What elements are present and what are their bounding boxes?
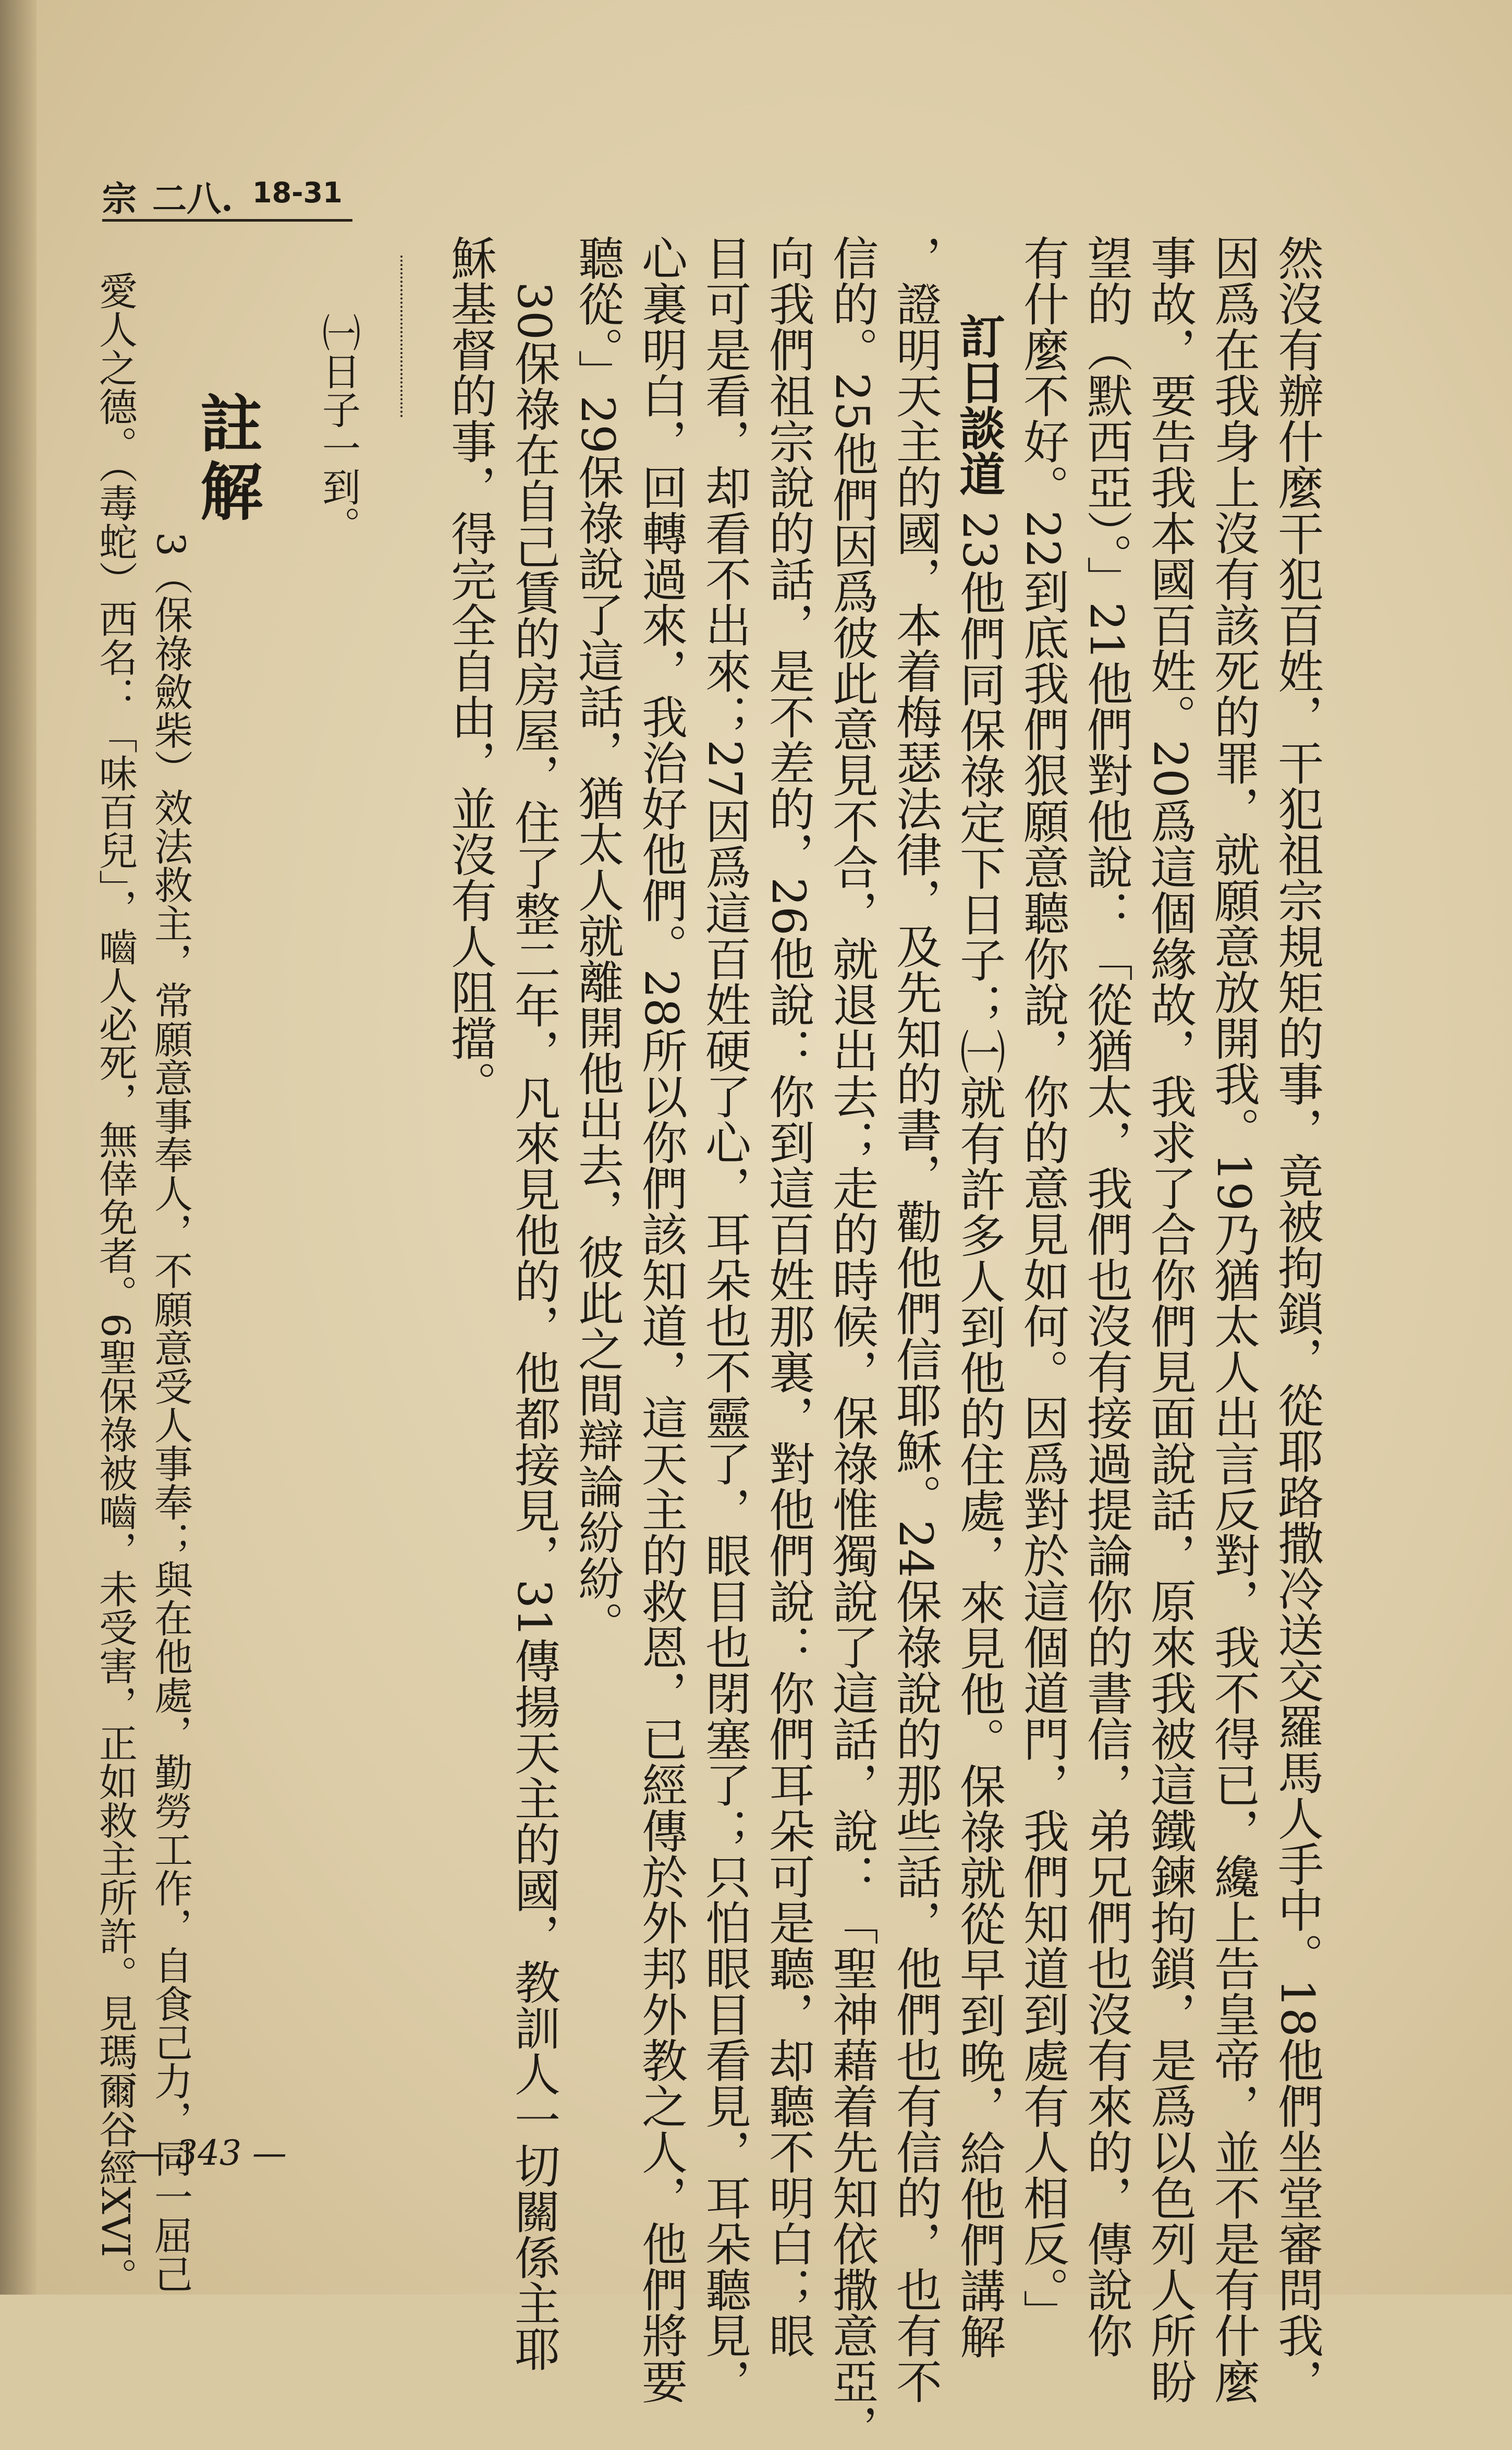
text-column-9: 向我們祖宗說的話，是不差的，26他說：你到這百姓那裏，對他們說：你們耳朵可是聽，却聽不明白；眼 <box>762 235 815 2358</box>
page-number: — 343 — <box>130 2133 287 2173</box>
text-column-1: 然沒有辦什麼干犯百姓，干犯祖宗規矩的事，竟被拘鎖，從耶路撒冷送交羅馬人手中。18他們坐堂審問我， <box>1271 235 1324 2404</box>
text-column-8: 信的。25他們因爲彼此意見不合，就退出去；走的時候，保祿惟獨說了這話，說：「聖神藉着先知依撒意亞， <box>825 235 879 2450</box>
text-column-7: ，證明天主的國，本着梅瑟法律，及先知的書，勸他們信耶穌。24保祿說的那些話，他們也有信的，也有不 <box>889 235 943 2404</box>
text-column-13: 30保祿在自己賃的房屋，住了整二年，凡來見他的，他都接見，31傳揚天主的國，教訓人一切關係主耶 <box>507 282 561 2372</box>
note-line-1: 3（保祿斂柴）效法救主，常願意事奉人，不願意受人事奉；與在他處，勤勞工作，自食己力，同一屈己 <box>148 532 193 2294</box>
text-column-12: 聽從。」29保祿說了這話，猶太人就離開他出去，彼此之間辯論紛紛。 <box>571 235 625 1647</box>
text-column-5: 有什麼不好。22到底我們狠願意聽你說，你的意見如何。因爲對於這個道門，我們知道到處有人相反。」 <box>1016 235 1070 2335</box>
text-column-4: 望的（默西亞）。」21他們對他說：「從猶太，我們也沒有接過提論你的書信，弟兄們也沒有來的，傳說你 <box>1080 235 1133 2358</box>
book-spine-shadow <box>0 0 36 2295</box>
header-book: 宗 <box>102 178 137 219</box>
header-verses: 18-31 <box>252 176 343 209</box>
text-column-11: 心裏明白，回轉過來，我治好他們。28所以你們該知道，這天主的救恩，已經傳於外邦外教之人，他們將要 <box>635 235 688 2404</box>
notes-divider <box>400 256 405 417</box>
header-chapter: 二八. <box>152 178 233 219</box>
text-column-6: 23他們同保祿定下日子；㈠就有許多人到他的住處，來見他。保祿就從早到晚，給他們講解 <box>953 511 1006 2359</box>
text-column-10: 目可是看，却看不出來；27因爲這百姓硬了心，耳朵也不靈了，眼目也閉塞了；只怕眼目看見，耳朵聽見， <box>698 235 752 2404</box>
notes-heading: 註解 <box>190 391 263 527</box>
note-line-2: 愛人之德。（毒蛇）西名：「味百兒」，嚙人必死，無倖免者。6聖保祿被嚙，未受害，正如救主所許。見瑪爾谷經XVI。 <box>93 271 138 2296</box>
text-column-3: 事故，要告我本國百姓。20爲這個緣故，我求了合你們見面說話，原來我被這鐵鍊拘鎖，是爲以色列人所盼 <box>1143 235 1197 2404</box>
text-column-14: 穌基督的事，得完全自由，並沒有人阻擋。 <box>444 235 497 1107</box>
section-heading: 訂日談道 <box>952 313 1006 496</box>
running-header <box>102 167 352 222</box>
text-column-2: 因爲在我身上沒有該死的罪，就願意放開我。19乃猶太人出言反對，我不得已，纔上告皇帝，並不是有什麼 <box>1207 235 1261 2404</box>
note-first: ㈠日子一到。 <box>316 313 361 544</box>
